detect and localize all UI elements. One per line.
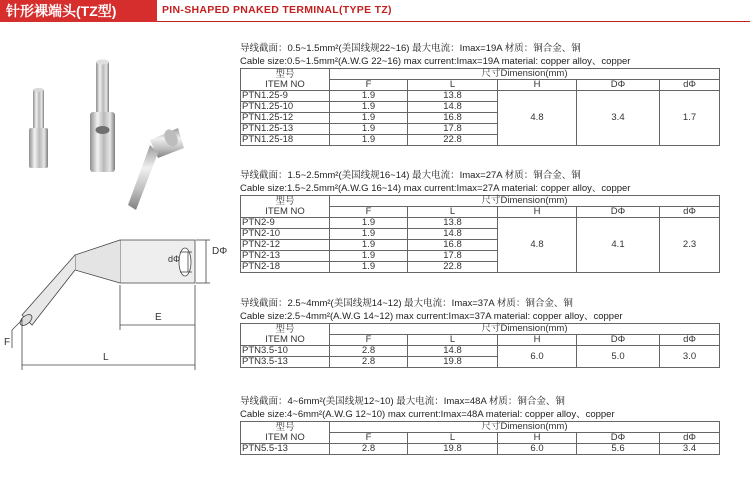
table-row [241,346,720,357]
spec-section-4 [240,395,720,455]
value-l: 14.8 [408,229,498,240]
title-en: PIN-SHAPED PNAKED TERMINAL(TYPE TZ) [162,4,392,16]
col-h: H [498,207,577,218]
col-f: F [330,207,408,218]
dimension-header: 尺寸Dimension(mm) [330,196,720,207]
col-f: F [330,335,408,346]
label-e: E [155,312,162,323]
table-row [241,218,720,229]
item-no: PTN1.25-13 [241,124,330,135]
value-d: 5.6 [577,444,660,455]
value-l: 16.8 [408,113,498,124]
label-d-outer: DΦ [212,246,228,257]
value-dd: 1.7 [660,91,720,146]
model-cn-label: 型号 [275,68,295,80]
col-l: L [408,207,498,218]
model-en-label: ITEM NO [265,205,305,217]
value-l: 22.8 [408,262,498,273]
spec-en: Cable size:1.5~2.5mm²(A.W.G 16~14) max current:Imax=27A material: copper alloy、copper [240,183,631,194]
value-f: 2.8 [330,357,408,368]
value-d: 5.0 [577,346,660,368]
value-l: 16.8 [408,240,498,251]
dimension-drawing [12,240,210,370]
label-f: F [4,337,11,348]
value-l: 14.8 [408,102,498,113]
col-d: DΦ [577,80,660,91]
label-d-inner: dΦ [168,254,181,264]
spec-table-1 [240,68,720,146]
spec-section-1 [240,42,720,146]
value-h: 6.0 [498,444,577,455]
item-no: PTN1.25-18 [241,135,330,146]
value-l: 19.8 [408,357,498,368]
value-l: 17.8 [408,251,498,262]
col-l: L [408,335,498,346]
item-no: PTN5.5-13 [241,444,330,455]
spec-en: Cable size:4~6mm²(A.W.G 12~10) max current:Imax=48A material: copper alloy、copper [240,409,615,420]
col-dd: dΦ [660,80,720,91]
value-h: 6.0 [498,346,577,368]
spec-table-3 [240,323,720,368]
item-no: PTN1.25-12 [241,113,330,124]
value-l: 14.8 [408,346,498,357]
value-f: 1.9 [330,262,408,273]
value-f: 2.8 [330,346,408,357]
spec-cn: 导线截面：2.5~4mm²(美国线规14~12) 最大电流：Imax=37A 材质：铜合金、铜 [240,298,573,309]
spec-en: Cable size:2.5~4mm²(A.W.G 14~12) max current:Imax=37A material: copper alloy、copper [240,311,623,322]
value-f: 1.9 [330,218,408,229]
col-d: DΦ [577,433,660,444]
col-f: F [330,80,408,91]
col-h: H [498,80,577,91]
value-h: 4.8 [498,218,577,273]
value-dd: 3.0 [660,346,720,368]
item-no: PTN2-12 [241,240,330,251]
product-illustration [0,30,235,470]
item-no: PTN3.5-13 [241,357,330,368]
col-h: H [498,433,577,444]
value-h: 4.8 [498,91,577,146]
header-divider [157,21,750,22]
item-no: PTN2-10 [241,229,330,240]
title-cn: 针形裸端头(TZ型) [0,0,157,22]
item-no: PTN2-13 [241,251,330,262]
item-no: PTN3.5-10 [241,346,330,357]
label-l: L [103,352,109,363]
model-cn-label: 型号 [275,323,295,335]
value-f: 1.9 [330,229,408,240]
model-en-label: ITEM NO [265,78,305,90]
value-d: 3.4 [577,91,660,146]
spec-cn: 导线截面：4~6mm²(美国线规12~10) 最大电流：Imax=48A 材质：铜合金、铜 [240,396,565,407]
table-row [241,91,720,102]
value-f: 1.9 [330,251,408,262]
terminal-photo-small [29,88,48,168]
terminal-photo-lying [128,127,184,210]
value-l: 13.8 [408,91,498,102]
spec-cn: 导线截面：0.5~1.5mm²(美国线规22~16) 最大电流：Imax=19A 材质：铜合金、铜 [240,43,581,54]
col-d: DΦ [577,207,660,218]
model-en-label: ITEM NO [265,333,305,345]
value-f: 1.9 [330,102,408,113]
item-no: PTN1.25-10 [241,102,330,113]
model-cn-label: 型号 [275,421,295,433]
value-l: 22.8 [408,135,498,146]
table-row [241,444,720,455]
value-l: 13.8 [408,218,498,229]
value-l: 17.8 [408,124,498,135]
spec-cn: 导线截面：1.5~2.5mm²(美国线规16~14) 最大电流：Imax=27A 材质：铜合金、铜 [240,170,581,181]
col-h: H [498,335,577,346]
item-no: PTN2-9 [241,218,330,229]
value-f: 1.9 [330,240,408,251]
page-header [0,0,750,26]
col-d: DΦ [577,335,660,346]
value-f: 1.9 [330,124,408,135]
terminal-photo-large [90,60,115,173]
col-dd: dΦ [660,433,720,444]
spec-table-4 [240,421,720,455]
value-f: 1.9 [330,113,408,124]
spec-section-3 [240,297,720,368]
value-dd: 2.3 [660,218,720,273]
model-cn-label: 型号 [275,195,295,207]
item-no: PTN2-18 [241,262,330,273]
spec-table-2 [240,195,720,273]
col-f: F [330,433,408,444]
value-f: 2.8 [330,444,408,455]
spec-en: Cable size:0.5~1.5mm²(A.W.G 22~16) max current:Imax=19A material: copper alloy、copper [240,56,631,67]
spec-section-2 [240,169,720,273]
value-d: 4.1 [577,218,660,273]
value-f: 1.9 [330,91,408,102]
dimension-header: 尺寸Dimension(mm) [330,422,720,433]
value-dd: 3.4 [660,444,720,455]
col-l: L [408,80,498,91]
dimension-header: 尺寸Dimension(mm) [330,324,720,335]
model-en-label: ITEM NO [265,431,305,443]
col-l: L [408,433,498,444]
value-f: 1.9 [330,135,408,146]
item-no: PTN1.25-9 [241,91,330,102]
col-dd: dΦ [660,207,720,218]
col-dd: dΦ [660,335,720,346]
value-l: 19.8 [408,444,498,455]
dimension-header: 尺寸Dimension(mm) [330,69,720,80]
